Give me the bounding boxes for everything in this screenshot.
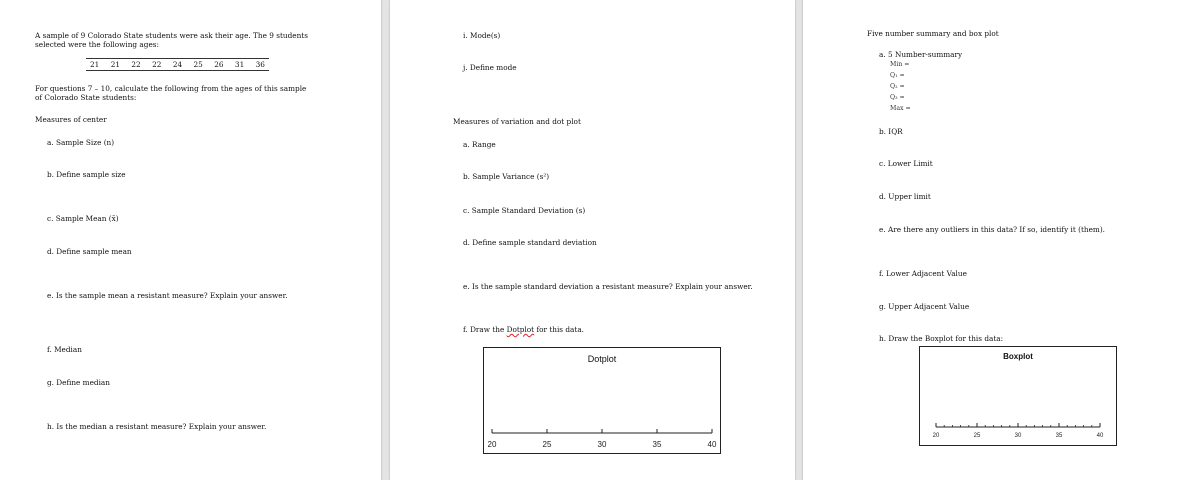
question-define-sd: d. Define sample standard deviation [463,238,597,247]
question-sd-resistant: e. Is the sample standard deviation a resistant measure? Explain your answer. [463,282,753,291]
ages-table [86,58,269,71]
age-value: 21 [90,60,100,69]
dotplot-tick-label: 40 [707,440,717,449]
question-define-median: g. Define median [47,378,110,387]
age-value: 24 [172,60,183,69]
section-heading-variation: Measures of variation and dot plot [453,117,581,126]
question-define-sample-mean: d. Define sample mean [47,247,132,256]
summary-max: Max = [890,105,911,112]
dotplot-tick-label: 25 [542,440,552,449]
age-value: 21 [110,60,120,69]
boxplot-tick-label: 20 [932,433,940,439]
question-sample-sd: c. Sample Standard Deviation (s) [463,206,586,215]
question-define-sample-size: b. Define sample size [47,170,126,179]
question-sample-variance: b. Sample Variance (s²) [463,172,550,181]
boxplot-frame [919,346,1117,446]
age-value: 22 [152,60,162,69]
document-page-1 [0,0,381,480]
question-five-number-summary: a. 5 Number-summary [879,50,963,59]
dotplot-prompt-prefix: f. Draw the [463,325,507,334]
dotplot-tick-label: 30 [597,440,607,449]
question-upper-limit: d. Upper limit [879,192,931,201]
boxplot-axis-svg [920,347,1116,445]
question-lower-adjacent: f. Lower Adjacent Value [879,269,967,278]
dotplot-axis-svg [484,348,720,453]
question-mode: i. Mode(s) [463,31,501,40]
dotplot-prompt-suffix: for this data. [534,325,584,334]
boxplot-tick-label: 40 [1096,433,1104,439]
question-median-resistant: h. Is the median a resistant measure? Explain your answer. [47,422,267,431]
boxplot-title: Boxplot [1003,352,1033,361]
question-range: a. Range [463,140,496,149]
question-sample-size: a. Sample Size (n) [47,138,115,147]
summary-q1: Q₁ = [890,72,905,79]
summary-min: Min = [890,61,910,68]
questions-intro: For questions 7 – 10, calculate the following from the ages of this sample of Colorado State students: [35,84,307,102]
question-define-mode: j. Define mode [463,63,517,72]
dotplot-ticks [488,429,717,449]
question-mean-resistant: e. Is the sample mean a resistant measure? Explain your answer. [47,291,288,300]
question-lower-limit: c. Lower Limit [879,159,933,168]
age-value: 25 [193,60,203,69]
dotplot-title: Dotplot [587,354,617,364]
age-value: 31 [234,60,245,69]
dotplot-tick-label: 35 [652,440,662,449]
question-median: f. Median [47,345,82,354]
document-page-2 [390,0,795,480]
boxplot-ticks [933,423,1104,439]
question-draw-dotplot [463,325,584,334]
section-heading-center: Measures of center [35,115,107,124]
summary-q2: Q₂ = [890,83,905,90]
boxplot-tick-label: 30 [1014,433,1022,439]
dotplot-prompt-word: Dotplot [506,325,535,334]
section-heading-five-number: Five number summary and box plot [867,29,999,38]
document-page-3 [803,0,1193,480]
question-outliers: e. Are there any outliers in this data? If so, identify it (them). [879,225,1105,234]
boxplot-tick-label: 25 [973,433,981,439]
question-iqr: b. IQR [879,127,903,136]
age-value: 36 [255,60,265,69]
summary-q3: Q₃ = [890,94,905,101]
question-sample-mean: c. Sample Mean (x̄) [47,214,119,223]
dotplot-tick-label: 20 [487,440,497,449]
age-value: 26 [214,60,224,69]
question-upper-adjacent: g. Upper Adjacent Value [879,302,970,311]
age-value: 22 [131,60,141,69]
boxplot-tick-label: 35 [1055,433,1063,439]
intro-text: A sample of 9 Colorado State students were ask their age. The 9 students selected were the following ages: [35,31,308,49]
question-draw-boxplot: h. Draw the Boxplot for this data: [879,334,1004,343]
dotplot-frame [483,347,721,454]
